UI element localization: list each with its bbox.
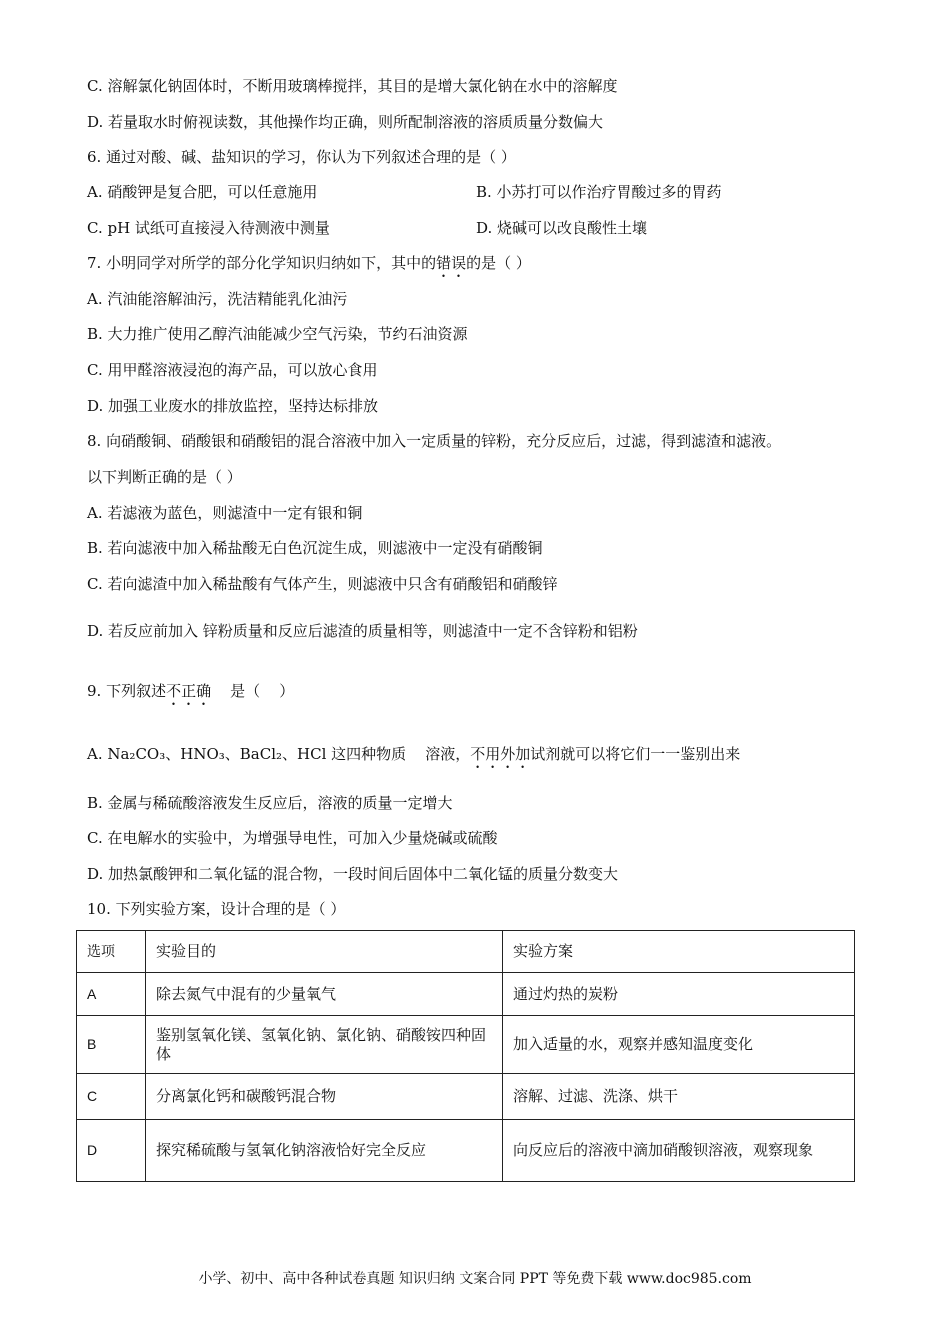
q9a-emphasis: 不用外加 [470, 745, 531, 763]
q8-option-a: A. 若滤液为蓝色，则滤渣中一定有银和铜 [87, 504, 363, 522]
page-footer: 小学、初中、高中各种试卷真题 知识归纳 文案合同 PPT 等免费下载 www.doc985.com [198, 1271, 752, 1287]
q7-option-a: A. 汽油能溶解油污，洗洁精能乳化油污 [87, 290, 348, 308]
table-cell: 探究稀硫酸与氢氧化钠溶液恰好完全反应 [146, 1120, 503, 1182]
q6-option-c: C. pH 试纸可直接浸入待测液中测量 [87, 219, 330, 237]
q6-option-b: B. 小苏打可以作治疗胃酸过多的胃药 [476, 183, 722, 201]
q9-emphasis: 不正确 [166, 682, 212, 700]
q8-option-c: C. 若向滤渣中加入稀盐酸有气体产生，则滤液中只含有硝酸铝和硝酸锌 [87, 575, 558, 593]
q7-option-b: B. 大力推广使用乙醇汽油能减少空气污染，节约石油资源 [87, 325, 468, 343]
table-row [77, 973, 855, 1016]
q8-option-b: B. 若向滤液中加入稀盐酸无白色沉淀生成，则滤液中一定没有硝酸铜 [87, 539, 543, 557]
q10-stem: 10. 下列实验方案，设计合理的是（ ） [87, 900, 346, 918]
table-cell: 通过灼热的炭粉 [503, 973, 855, 1016]
table-cell: C [77, 1074, 146, 1120]
q8-stem-cont: 以下判断正确的是（ ） [87, 468, 242, 486]
table-cell: A [77, 973, 146, 1016]
table-header-cell: 实验方案 [503, 931, 855, 973]
table-row [77, 1120, 855, 1182]
table-cell: 鉴别氢氧化镁、氢氧化钠、氯化钠、硝酸铵四种固体 [146, 1016, 503, 1074]
table-cell: 加入适量的水，观察并感知温度变化 [503, 1016, 855, 1074]
table-cell: 分离氯化钙和碳酸钙混合物 [146, 1074, 503, 1120]
q6-option-d: D. 烧碱可以改良酸性土壤 [476, 219, 648, 237]
q5-option-d: D. 若量取水时俯视读数，其他操作均正确，则所配制溶液的溶质质量分数偏大 [87, 113, 604, 131]
table-cell: B [77, 1016, 146, 1074]
q5-option-c: C. 溶解氯化钠固体时，不断用玻璃棒搅拌，其目的是增大氯化钠在水中的溶解度 [87, 77, 618, 95]
q6-stem: 6. 通过对酸、碱、盐知识的学习，你认为下列叙述合理的是（ ） [87, 148, 516, 166]
q7-option-c: C. 用甲醛溶液浸泡的海产品，可以放心食用 [87, 361, 378, 379]
table-row [77, 1016, 855, 1074]
table-header-row [77, 931, 855, 973]
q7-stem: 7. 小明同学对所学的部分化学知识归纳如下，其中的错误的是（ ） [87, 254, 531, 272]
table-cell: 向反应后的溶液中滴加硝酸钡溶液，观察现象 [503, 1120, 855, 1182]
q9-option-b: B. 金属与稀硫酸溶液发生反应后，溶液的质量一定增大 [87, 794, 453, 812]
table-cell: 除去氮气中混有的少量氧气 [146, 973, 503, 1016]
q10-table [76, 930, 855, 1182]
table-header-cell: 实验目的 [146, 931, 503, 973]
table-header-cell: 选项 [77, 931, 146, 973]
q9-option-a: A. Na₂CO₃、HNO₃、BaCl₂、HCl 这四种物质 溶液，不用外加试剂就可以将它们一一鉴别出来 [87, 745, 741, 763]
table-row [77, 1074, 855, 1120]
q9-option-c: C. 在电解水的实验中，为增强导电性，可加入少量烧碱或硫酸 [87, 829, 498, 847]
q7-emphasis: 错误 [436, 254, 467, 272]
q6-option-a: A. 硝酸钾是复合肥，可以任意施用 [87, 183, 318, 201]
q7-option-d: D. 加强工业废水的排放监控，坚持达标排放 [87, 397, 379, 415]
table-cell: D [77, 1120, 146, 1182]
q9-stem: 9. 下列叙述不正确 是（ ） [87, 682, 295, 700]
q8-stem: 8. 向硝酸铜、硝酸银和硝酸铝的混合溶液中加入一定质量的锌粉，充分反应后，过滤，得到滤渣和滤液。 [87, 432, 782, 450]
q8-option-d: D. 若反应前加入 锌粉质量和反应后滤渣的质量相等，则滤渣中一定不含锌粉和铝粉 [87, 622, 638, 640]
table-cell: 溶解、过滤、洗涤、烘干 [503, 1074, 855, 1120]
q9-option-d: D. 加热氯酸钾和二氧化锰的混合物，一段时间后固体中二氧化锰的质量分数变大 [87, 865, 619, 883]
